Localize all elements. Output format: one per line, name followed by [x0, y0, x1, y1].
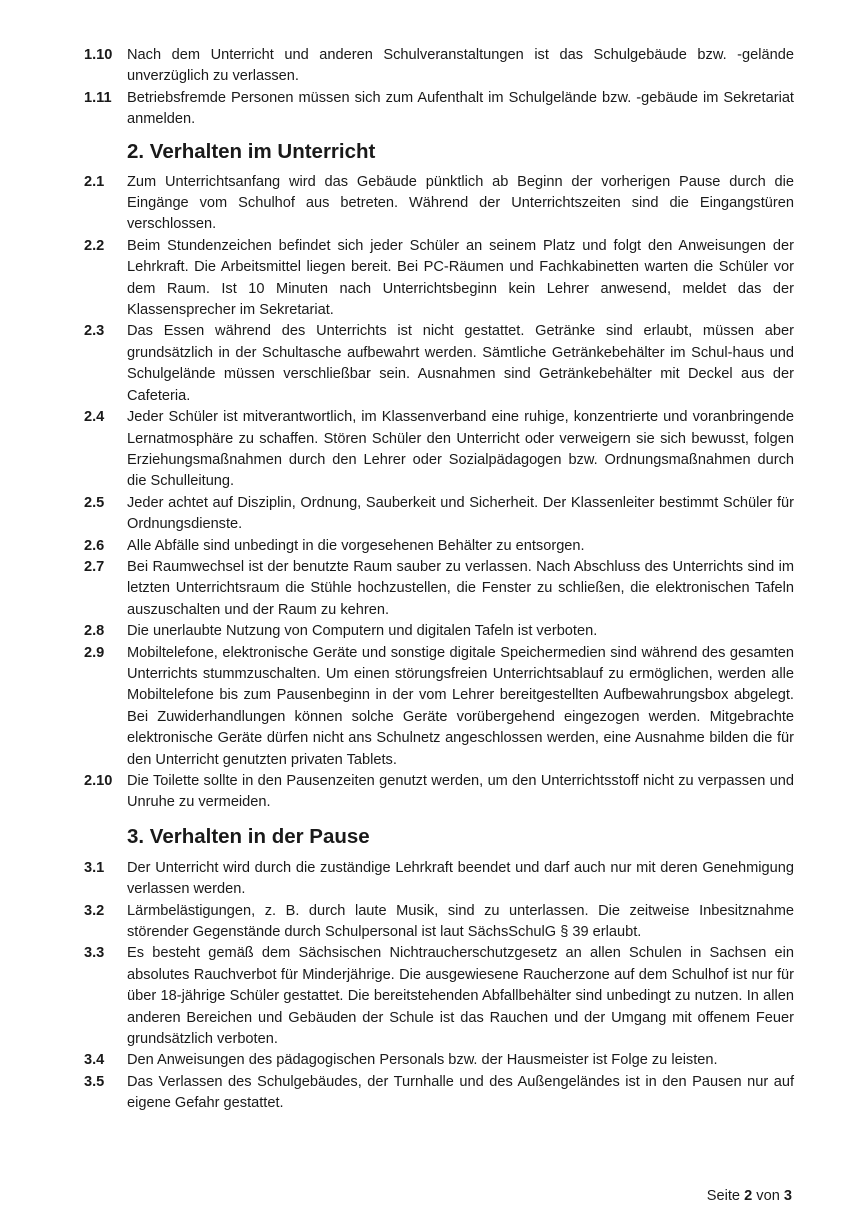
rule-text: Nach dem Unterricht und anderen Schulveranstaltungen ist das Schulgebäude bzw. -gelände unverzüglich zu verlassen.	[127, 47, 794, 85]
rule-item	[84, 1072, 794, 1115]
rule-item	[84, 236, 794, 322]
rule-text: Bei Raumwechsel ist der benutzte Raum sauber zu verlassen. Nach Abschluss des Unterrichts sind im letzten Unterrichtsraum die Stühle hochzustellen, die Fenster zu schließen, die elektronischen Tafeln auszuschalten und der Raum zu kehren.	[127, 558, 794, 618]
section-heading: 2. Verhalten im Unterricht	[127, 139, 376, 163]
rule-item	[84, 943, 794, 1050]
rule-text: Jeder achtet auf Disziplin, Ordnung, Sauberkeit und Sicherheit. Der Klassenleiter bestimmt Schüler für Ordnungsdienste.	[127, 494, 794, 533]
rule-number: 2.6	[84, 537, 105, 554]
rule-number: 1.11	[84, 89, 112, 106]
rule-number: 2.10	[84, 773, 113, 789]
total-pages: 3	[783, 1188, 792, 1204]
rule-text: Jeder Schüler ist mitverantwortlich, im Klassenverband eine ruhige, konzentrierte und voranbringende Lernatmosphäre zu schaffen. Stören Schüler den Unterricht oder verweigern sie sich bewusst, folgen Erziehungsmaßnahmen durch den Lehrer oder Sozialpädagogen bzw. Ordnungsmaßnahmen durch die Schulleitung.	[127, 409, 794, 490]
rule-number: 2.2	[84, 237, 105, 254]
rule-number: 2.4	[84, 409, 105, 426]
rule-item	[84, 321, 794, 407]
page-middle: von	[756, 1188, 780, 1204]
rule-number: 2.1	[84, 173, 105, 190]
section-heading: 3. Verhalten in der Pause	[127, 824, 370, 848]
rule-number: 2.8	[84, 623, 105, 640]
rule-text: Es besteht gemäß dem Sächsischen Nichtraucherschutzgesetz an allen Schulen in Sachsen ein absolutes Rauchverbot für Minderjährige. Die ausgewiesene Raucherzone auf dem Schulhof ist nur für über 18-jährige Schüler gestattet. Die bereitstehenden Abfallbehälter sind unbedingt zu nutzen. In allen anderen Bereichen und Gebäuden der Schule ist das Rauchen und der Umgang mit offenem Feuer grundsätzlich verboten.	[127, 945, 794, 1048]
rule-item	[84, 621, 794, 642]
rule-number: 3.5	[84, 1073, 105, 1090]
rule-text: Der Unterricht wird durch die zuständige Lehrkraft beendet und darf auch nur mit deren Genehmigung verlassen werden.	[127, 859, 794, 898]
rule-text: Das Essen während des Unterrichts ist nicht gestattet. Getränke sind erlaubt, müssen aber grundsätzlich in der Schultasche aufbewahrt werden. Sämtliche Getränkebehälter im Schul-haus und Schulgelände müssen verschließbar sein. Ausnahmen sind Getränkebehälter mit Deckel aus der Cafeteria.	[127, 323, 794, 404]
rule-text: Das Verlassen des Schulgebäudes, der Turnhalle und des Außengeländes ist in den Pausen nur auf eigene Gefahr gestattet.	[127, 1073, 794, 1112]
document-page	[84, 45, 794, 1115]
rule-number: 3.3	[84, 945, 105, 962]
section1-tail	[84, 45, 794, 131]
section3-list	[84, 858, 794, 1115]
rule-item	[84, 493, 794, 536]
rule-text: Beim Stundenzeichen befindet sich jeder Schüler an seinem Platz und folgt den Anweisungen der Lehrkraft. Die Arbeitsmittel liegen bereit. Bei PC-Räumen und Fachkabinetten warten die Schüler vor dem Raum. Ist 10 Minuten nach Unterrichtsbeginn kein Lehrer anwesend, meldet das der Klassensprecher im Sekretariat.	[127, 237, 794, 319]
rule-number: 2.5	[84, 494, 105, 511]
rule-item	[84, 901, 794, 944]
rule-text: Betriebsfremde Personen müssen sich zum Aufenthalt im Schulgelände bzw. -gebäude im Sekretariat anmelden.	[127, 89, 794, 128]
rule-item	[84, 407, 794, 493]
rule-item	[84, 45, 794, 88]
rule-number: 3.4	[84, 1052, 105, 1069]
rule-item	[84, 557, 794, 621]
page-number-footer	[707, 1186, 792, 1206]
rule-number: 2.3	[84, 323, 105, 340]
rule-text: Zum Unterrichtsanfang wird das Gebäude pünktlich ab Beginn der vorherigen Pause durch die Eingänge vom Schulhof aus betreten. Während der Unterrichtszeiten sind die Eingangstüren verschlossen.	[127, 173, 794, 233]
rule-number: 3.1	[84, 859, 105, 876]
rule-number: 1.10	[84, 47, 113, 63]
rule-item	[84, 858, 794, 901]
rule-text: Den Anweisungen des pädagogischen Personals bzw. der Hausmeister ist Folge zu leisten.	[127, 1052, 718, 1069]
rule-text: Die Toilette sollte in den Pausenzeiten genutzt werden, um den Unterrichtsstoff nicht zu verpassen und Unruhe zu vermeiden.	[127, 773, 794, 811]
rule-text: Alle Abfälle sind unbedingt in die vorgesehenen Behälter zu entsorgen.	[127, 537, 585, 554]
current-page: 2	[744, 1188, 753, 1204]
rule-item	[84, 771, 794, 814]
rule-number: 3.2	[84, 902, 105, 919]
rule-item	[84, 1050, 794, 1071]
rule-text: Mobiltelefone, elektronische Geräte und sonstige digitale Speichermedien sind während des gesamten Unterrichts stummzuschalten. Um einen störungsfreien Unterrichtsablauf zu ermöglichen, werden alle Mobiltelefone bis zum Pausenbeginn in der vom Lehrer bereitgestellten Aufbewahrungsbox abgelegt. Bei Zuwiderhandlungen können solche Geräte vorübergehend eingezogen werden. Mitgebrachte elektronische Geräte dürfen nicht ans Schulnetz angeschlossen werden, eine Ausnahme bilden die für den Unterricht genutzten privaten Tablets.	[127, 644, 794, 768]
rule-item	[84, 88, 794, 131]
rule-number: 2.9	[84, 644, 105, 661]
rule-item	[84, 643, 794, 771]
rule-item	[84, 172, 794, 236]
rule-text: Lärmbelästigungen, z. B. durch laute Musik, sind zu unterlassen. Die zeitweise Inbesitznahme störender Gegenstände durch Schulpersonal ist laut SächsSchulG § 39 erlaubt.	[127, 902, 794, 941]
rule-item	[84, 536, 794, 557]
page-prefix: Seite	[706, 1188, 741, 1204]
section2-list	[84, 172, 794, 814]
rule-number: 2.7	[84, 558, 105, 575]
rule-text: Die unerlaubte Nutzung von Computern und digitalen Tafeln ist verboten.	[127, 623, 598, 640]
